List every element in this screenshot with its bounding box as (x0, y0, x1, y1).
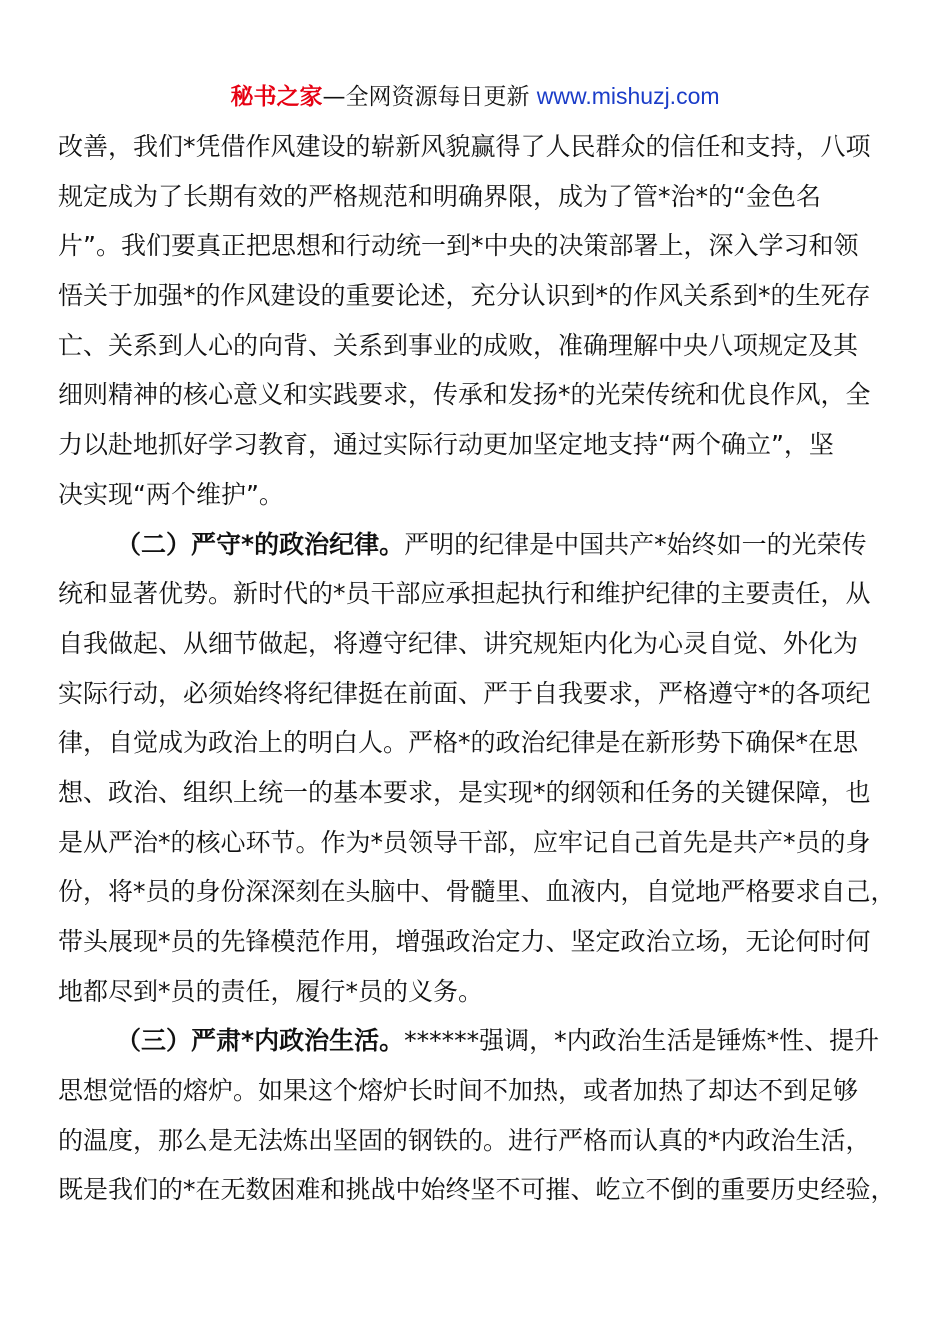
text-line: 思想觉悟的熔炉。如果这个熔炉长时间不加热，或者加热了却达不到足够 (58, 1076, 859, 1106)
page-header (0, 80, 950, 113)
text-line: 改善，我们*凭借作风建设的崭新风貌赢得了人民群众的信任和支持，八项 (58, 132, 871, 161)
section-2-heading: （二）严守*的政治纪律。 (116, 529, 405, 559)
section-2-intro: 严明的纪律是中国共产*始终如一的光荣传 (404, 529, 867, 559)
text-line: 实际行动，必须始终将纪律挺在前面、严于自我要求，严格遵守*的各项纪 (58, 678, 871, 708)
header-tagline: —全网资源每日更新 (322, 84, 537, 110)
site-url: www.mishuzj.com (536, 83, 720, 109)
brand-name: 秘书之家 (230, 84, 323, 110)
text-line: 亡、关系到人心的向背、关系到事业的成败，准确理解中央八项规定及其 (58, 330, 859, 360)
text-line: 自我做起、从细节做起，将遵守纪律、讲究规矩内化为心灵自觉、外化为 (58, 628, 859, 658)
section-2-first-line (58, 520, 898, 570)
text-line: 悟关于加强*的作风建设的重要论述，充分认识到*的作风关系到*的生死存 (58, 281, 871, 311)
document-body (58, 122, 898, 1215)
text-line: 决实现“两个维护”。 (58, 479, 284, 509)
text-line: 规定成为了长期有效的严格规范和明确界限，成为了管*治*的“金色名 (58, 181, 821, 211)
text-line: 的温度，那么是无法炼出坚固的钢铁的。进行严格而认真的*内政治生活， (58, 1125, 871, 1155)
text-line: 想、政治、组织上统一的基本要求，是实现*的纲领和任务的关键保障，也 (58, 777, 871, 807)
text-line: 既是我们的*在无数困难和挑战中始终坚不可摧、屹立不倒的重要历史经验， (58, 1175, 896, 1205)
text-line: 片”。我们要真正把思想和行动统一到*中央的决策部署上，深入学习和领 (58, 231, 859, 261)
text-line: 带头展现*员的先锋模范作用，增强政治定力、坚定政治立场，无论何时何 (58, 927, 871, 956)
text-line: 统和显著优势。新时代的*员干部应承担起执行和维护纪律的主要责任，从 (58, 579, 871, 609)
text-line: 地都尽到*员的责任，履行*员的义务。 (58, 976, 484, 1006)
section-3-first-line (58, 1016, 898, 1066)
text-line: 份，将*员的身份深深刻在头脑中、骨髓里、血液内，自觉地严格要求自己， (58, 877, 896, 907)
text-line: 是从严治*的核心环节。作为*员领导干部，应牢记自己首先是共产*员的身 (58, 827, 871, 857)
text-line: 力以赴地抓好学习教育，通过实际行动更加坚定地支持“两个确立”，坚 (58, 430, 834, 460)
text-line: 细则精神的核心意义和实践要求，传承和发扬*的光荣传统和优良作风，全 (58, 380, 871, 410)
text-line: 律，自觉成为政治上的明白人。严格*的政治纪律是在新形势下确保*在思 (58, 728, 859, 758)
section-3-intro: ******强调，*内政治生活是锤炼*性、提升 (404, 1026, 880, 1056)
section-3-heading: （三）严肃*内政治生活。 (116, 1026, 405, 1056)
